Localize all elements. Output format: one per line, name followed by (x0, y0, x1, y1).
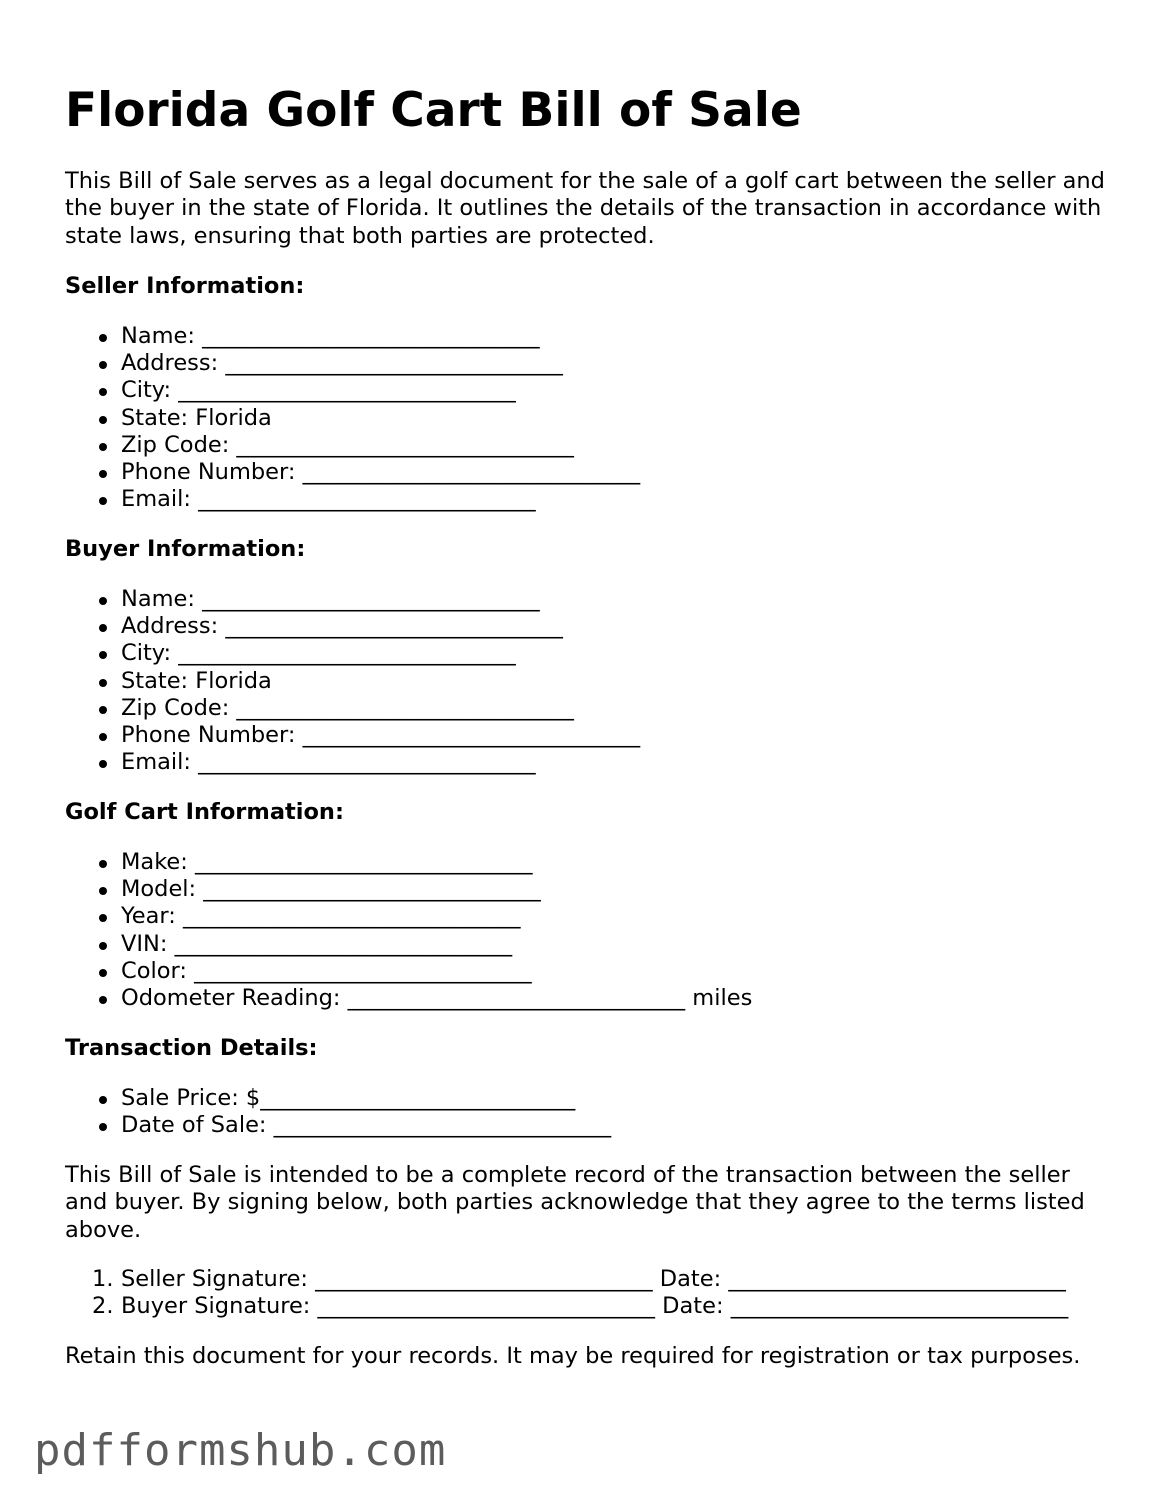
signature-list (65, 1266, 1068, 1320)
seller-name-field: Name: ______________________________ (65, 323, 640, 350)
buyer-city-field: City: ______________________________ (65, 640, 640, 667)
cart-model-field: Model: ______________________________ (65, 876, 752, 903)
intro-paragraph: This Bill of Sale serves as a legal document for the sale of a golf cart between the seller and the buyer in the state of Florida. It outlines the details of the transaction in accordance with state laws, ensuring that both parties are protected. (65, 168, 1105, 249)
buyer-email-field: Email: ______________________________ (65, 749, 640, 776)
cart-heading: Golf Cart Information: (65, 799, 344, 825)
list-number: 1. (92, 1266, 114, 1292)
buyer-list (65, 586, 640, 776)
buyer-name-field: Name: ______________________________ (65, 586, 640, 613)
seller-city-field: City: ______________________________ (65, 377, 640, 404)
sale-price-field: Sale Price: $____________________________ (65, 1085, 611, 1112)
seller-phone-field: Phone Number: ______________________________ (65, 459, 640, 486)
seller-state-field: State: Florida (65, 405, 640, 432)
cart-vin-field: VIN: ______________________________ (65, 931, 752, 958)
sale-date-field: Date of Sale: ______________________________ (65, 1112, 611, 1139)
cart-color-field: Color: ______________________________ (65, 958, 752, 985)
buyer-state-field: State: Florida (65, 668, 640, 695)
cart-make-field: Make: ______________________________ (65, 849, 752, 876)
closing-paragraph: This Bill of Sale is intended to be a complete record of the transaction between the seller and buyer. By signing below, both parties acknowledge that they agree to the terms listed above. (65, 1162, 1085, 1243)
cart-year-field: Year: ______________________________ (65, 903, 752, 930)
cart-odometer-field: Odometer Reading: ______________________________ miles (65, 985, 752, 1012)
list-number: 2. (92, 1293, 114, 1320)
seller-list (65, 323, 640, 513)
buyer-address-field: Address: ______________________________ (65, 613, 640, 640)
buyer-zip-field: Zip Code: ______________________________ (65, 695, 640, 722)
cart-list (65, 849, 752, 1012)
seller-heading: Seller Information: (65, 273, 305, 299)
seller-zip-field: Zip Code: ______________________________ (65, 432, 640, 459)
seller-address-field: Address: ______________________________ (65, 350, 640, 377)
document-title: Florida Golf Cart Bill of Sale (65, 83, 802, 138)
seller-signature-text: Seller Signature: ______________________________ Date: ______________________________ (121, 1266, 1066, 1292)
footer-note: Retain this document for your records. It may be required for registration or tax purposes. (65, 1343, 1081, 1369)
buyer-heading: Buyer Information: (65, 536, 306, 562)
site-watermark: pdfformshub.com (34, 1425, 447, 1476)
transaction-heading: Transaction Details: (65, 1035, 318, 1061)
buyer-signature-text: Buyer Signature: ______________________________ Date: ______________________________ (121, 1293, 1069, 1320)
transaction-list (65, 1085, 611, 1139)
seller-email-field: Email: ______________________________ (65, 486, 640, 513)
buyer-signature-line (65, 1293, 1068, 1320)
buyer-phone-field: Phone Number: ______________________________ (65, 722, 640, 749)
seller-signature-line (65, 1266, 1068, 1293)
